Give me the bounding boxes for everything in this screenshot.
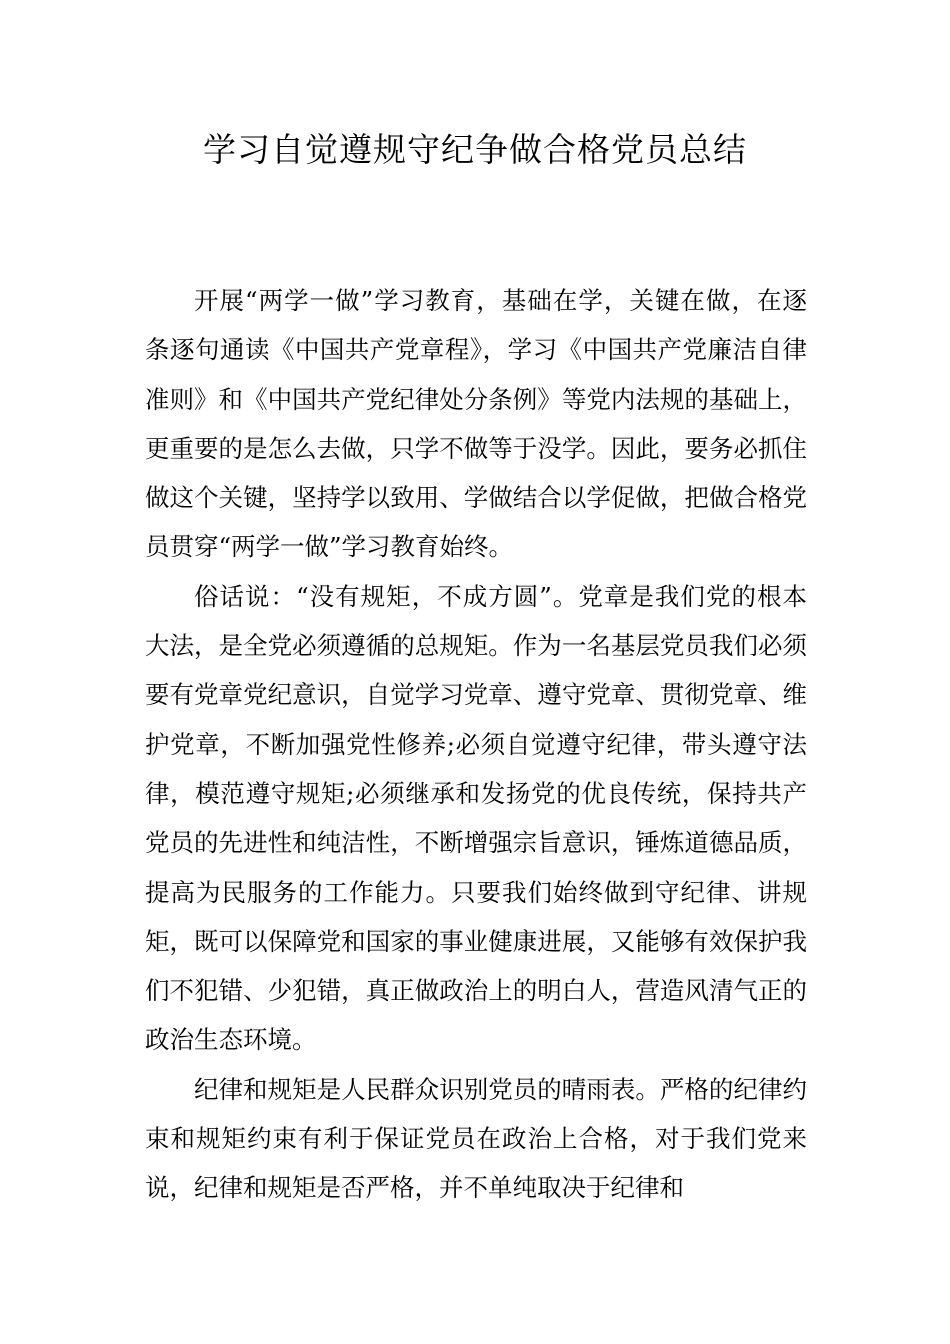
paragraph-3: 纪律和规矩是人民群众识别党员的晴雨表。严格的纪律约束和规矩约束有利于保证党员在政治上合格，对于我们党来说，纪律和规矩是否严格，并不单纯取决于纪律和 [145,1074,807,1203]
document-body [145,276,807,1213]
paragraph-2: 俗话说：“没有规矩，不成方圆”。党章是我们党的根本大法，是全党必须遵循的总规矩。作为一名基层党员我们必须要有党章党纪意识，自觉学习党章、遵守党章、贯彻党章、维护党章，不断加强党性修养;必须自觉遵守纪律，带头遵守法律，模范遵守规矩;必须继承和发扬党的优良传统，保持共产党员的先进性和纯洁性，不断增强宗旨意识，锤炼道德品质，提高为民服务的工作能力。只要我们始终做到守纪律、讲规矩，既可以保障党和国家的事业健康进展，又能够有效保护我们不犯错、少犯错，真正做政治上的明白人，营造风清气正的政治生态环境。 [145,581,807,1055]
paragraph-1: 开展“两学一做”学习教育，基础在学，关键在做，在逐条逐句通读《中国共产党章程》，学习《中国共产党廉洁自律准则》和《中国共产党纪律处分条例》等党内法规的基础上，更重要的是怎么去做，只学不做等于没学。因此，要务必抓住做这个关键，坚持学以致用、学做结合以学促做，把做合格党员贯穿“两学一做”学习教育始终。 [145,286,807,562]
document-title: 学习自觉遵规守纪争做合格党员总结 [203,130,747,169]
